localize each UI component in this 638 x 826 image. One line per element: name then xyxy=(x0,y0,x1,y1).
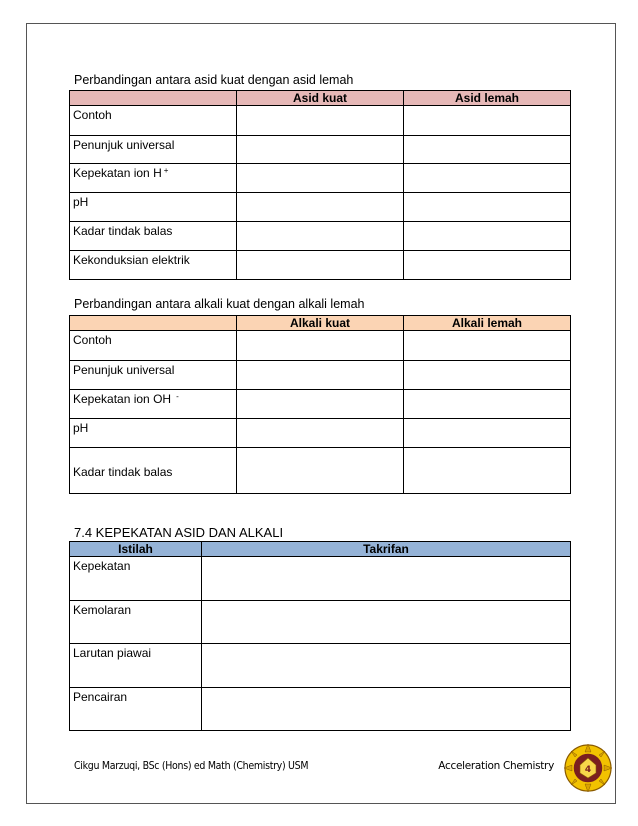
answer-cell[interactable] xyxy=(237,419,404,448)
row-label: Kadar tindak balas xyxy=(70,448,237,494)
answer-cell[interactable] xyxy=(404,419,571,448)
table-row xyxy=(70,331,571,361)
answer-cell[interactable] xyxy=(237,361,404,390)
alkali-section-title: Perbandingan antara alkali kuat dengan alkali lemah xyxy=(74,297,365,311)
ion-charge: + xyxy=(163,166,169,175)
row-label: Kepekatan xyxy=(70,557,202,601)
header-cell: Asid lemah xyxy=(404,91,571,106)
header-cell: Istilah xyxy=(70,542,202,557)
row-label: pH xyxy=(70,419,237,448)
acid-section-title: Perbandingan antara asid kuat dengan asid lemah xyxy=(74,73,354,87)
row-label-text: Kepekatan ion OH xyxy=(73,392,172,406)
concentration-table xyxy=(69,541,571,731)
table-row xyxy=(70,557,571,601)
row-label: Pencairan xyxy=(70,688,202,731)
answer-cell[interactable] xyxy=(404,361,571,390)
svg-text:4: 4 xyxy=(584,765,592,775)
header-cell: Asid kuat xyxy=(237,91,404,106)
answer-cell[interactable] xyxy=(237,193,404,222)
row-label xyxy=(70,390,237,419)
answer-cell[interactable] xyxy=(237,390,404,419)
school-crest-icon xyxy=(563,743,613,793)
table-row xyxy=(70,601,571,644)
header-cell: Takrifan xyxy=(202,542,571,557)
answer-cell[interactable] xyxy=(237,251,404,280)
definition-cell[interactable] xyxy=(202,688,571,731)
answer-cell[interactable] xyxy=(404,106,571,136)
row-label: Kemolaran xyxy=(70,601,202,644)
answer-cell[interactable] xyxy=(237,222,404,251)
answer-cell[interactable] xyxy=(237,448,404,494)
answer-cell[interactable] xyxy=(237,164,404,193)
row-label: Kadar tindak balas xyxy=(70,222,237,251)
header-cell: Alkali kuat xyxy=(237,316,404,331)
answer-cell[interactable] xyxy=(404,136,571,164)
table-row xyxy=(70,644,571,688)
table-row xyxy=(70,136,571,164)
definition-cell[interactable] xyxy=(202,601,571,644)
answer-cell[interactable] xyxy=(404,222,571,251)
table-row xyxy=(70,390,571,419)
answer-cell[interactable] xyxy=(404,193,571,222)
row-label: Kekonduksian elektrik xyxy=(70,251,237,280)
answer-cell[interactable] xyxy=(237,136,404,164)
table-row xyxy=(70,688,571,731)
footer-author: Cikgu Marzuqi, BSc (Hons) ed Math (Chemistry) USM xyxy=(74,760,309,772)
table-row xyxy=(70,361,571,390)
header-cell xyxy=(70,91,237,106)
row-label: Penunjuk universal xyxy=(70,136,237,164)
header-cell: Alkali lemah xyxy=(404,316,571,331)
table-row xyxy=(70,106,571,136)
table-row xyxy=(70,448,571,494)
table-row xyxy=(70,193,571,222)
answer-cell[interactable] xyxy=(404,164,571,193)
alkali-comparison-table xyxy=(69,315,571,494)
ion-charge: - xyxy=(176,392,179,401)
answer-cell[interactable] xyxy=(404,331,571,361)
row-label: Contoh xyxy=(70,331,237,361)
table-header-row xyxy=(70,316,571,331)
concentration-section-title: 7.4 KEPEKATAN ASID DAN ALKALI xyxy=(74,525,284,540)
row-label xyxy=(70,164,237,193)
row-label-text: Kepekatan ion H xyxy=(73,166,162,180)
header-cell xyxy=(70,316,237,331)
footer-title: Acceleration Chemistry xyxy=(438,760,554,772)
answer-cell[interactable] xyxy=(404,251,571,280)
row-label: Larutan piawai xyxy=(70,644,202,688)
answer-cell[interactable] xyxy=(404,448,571,494)
answer-cell[interactable] xyxy=(237,106,404,136)
acid-comparison-table xyxy=(69,90,571,280)
definition-cell[interactable] xyxy=(202,644,571,688)
table-row xyxy=(70,222,571,251)
row-label: pH xyxy=(70,193,237,222)
row-label: Contoh xyxy=(70,106,237,136)
table-row xyxy=(70,251,571,280)
answer-cell[interactable] xyxy=(237,331,404,361)
answer-cell[interactable] xyxy=(404,390,571,419)
table-row xyxy=(70,419,571,448)
table-header-row xyxy=(70,91,571,106)
table-header-row xyxy=(70,542,571,557)
row-label: Penunjuk universal xyxy=(70,361,237,390)
definition-cell[interactable] xyxy=(202,557,571,601)
table-row xyxy=(70,164,571,193)
